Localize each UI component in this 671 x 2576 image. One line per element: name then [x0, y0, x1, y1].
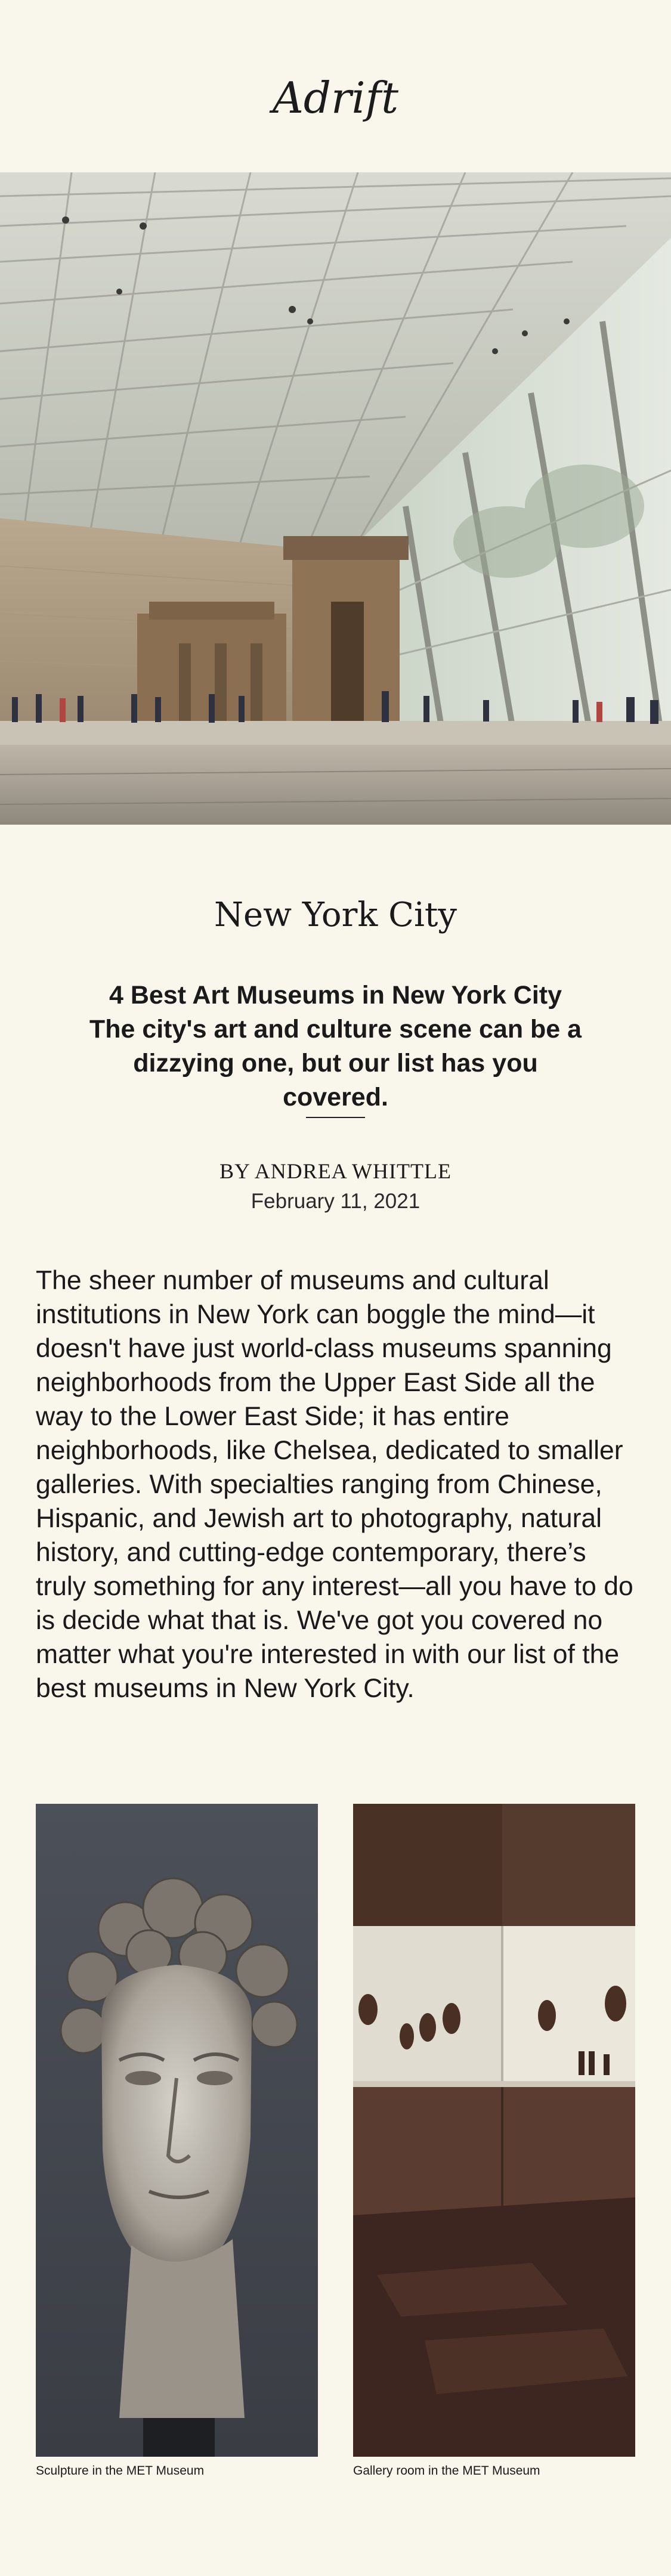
article-headline [78, 979, 593, 1114]
divider [306, 1117, 365, 1118]
category-link[interactable]: New York City [214, 896, 457, 934]
article-body: The sheer number of museums and cultural institutions in New York can boggle the mind—it doesn't have just world-class museums spanning neighborhoods from the Upper East Side all the way to the Lower East Side; it has entire neighborhoods, like Chelsea, dedicated to smaller galleries. With specialties ranging from Chinese, Hispanic, and Jewish art to photography, natural history, and cutting-edge contemporary, there’s truly something for any interest—all you have to do is decide what that is. We've got you covered no matter what you're interested in with our list of the best museums in New York City. [36, 1266, 633, 1703]
gallery-room-caption: Gallery room in the MET Museum [353, 2464, 540, 2478]
site-logo[interactable]: Adrift [272, 73, 399, 123]
site-header [0, 0, 671, 172]
headline-subtitle: The city's art and culture scene can be a dizzying one, but our list has you covered. [89, 1015, 582, 1111]
hero-image [0, 172, 671, 825]
sculpture-image [36, 1804, 318, 2457]
gallery-room-image [353, 1804, 635, 2457]
sculpture-caption: Sculpture in the MET Museum [36, 2464, 205, 2478]
author-byline[interactable]: BY ANDREA WHITTLE [219, 1159, 452, 1183]
headline-title: 4 Best Art Museums in New York City [109, 981, 562, 1010]
publish-date: February 11, 2021 [251, 1190, 420, 1213]
